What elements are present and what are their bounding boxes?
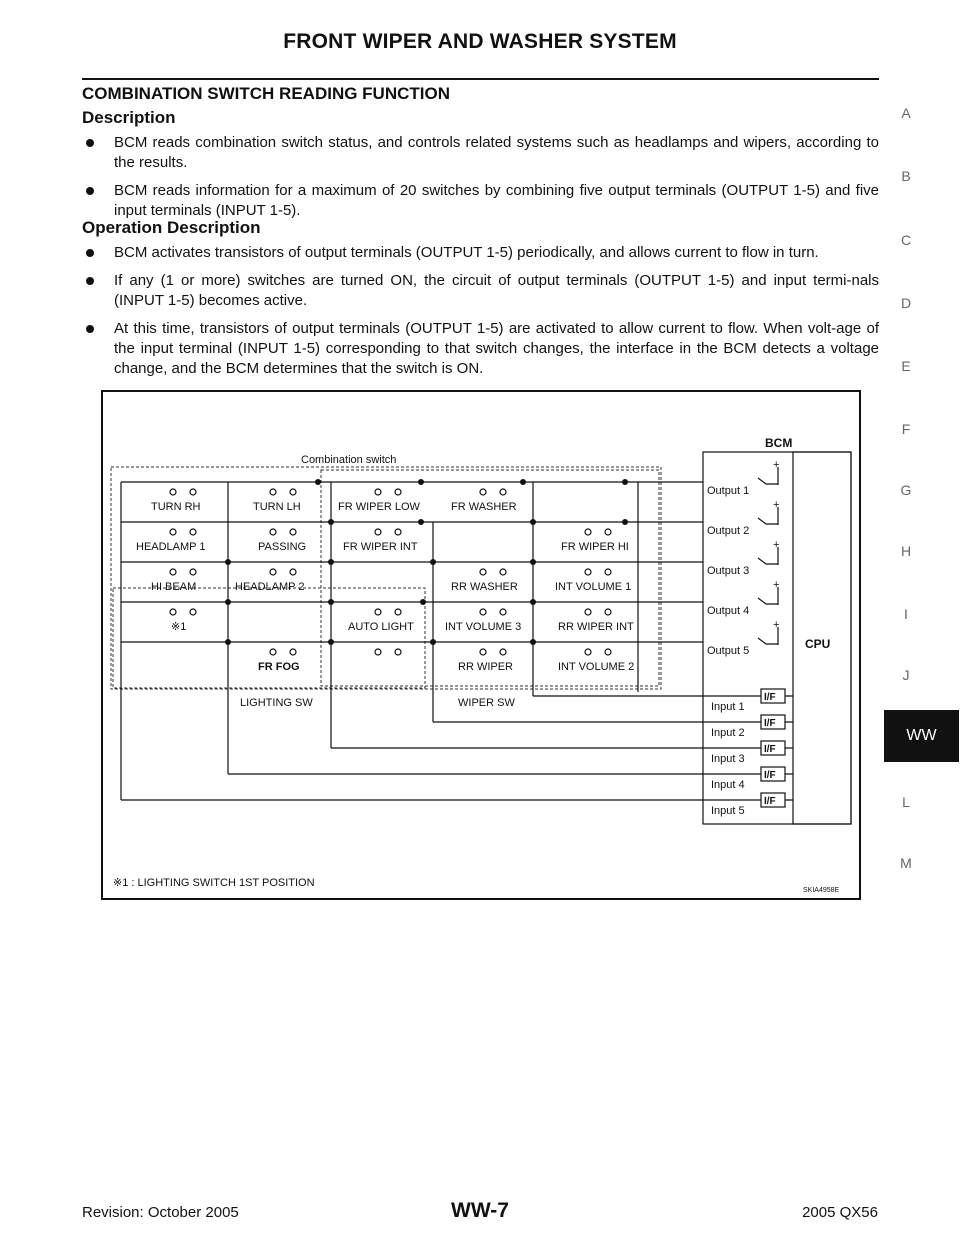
bullet-icon [86, 325, 94, 333]
switch-int-volume-3: INT VOLUME 3 [445, 621, 522, 633]
list-item: If any (1 or more) switches are turned ON, the circuit of output terminals (OUTPUT 1-5) and input termi-nals (INPUT 1-5) becomes active. [82, 271, 879, 311]
switch-hi-beam: HI BEAM [151, 581, 197, 593]
switch-fr-wiper-hi: FR WIPER HI [561, 541, 629, 553]
side-index-letter[interactable]: C [900, 232, 912, 248]
list-item: BCM reads combination switch status, and controls related systems such as headlamps and wipers, according to the results. [82, 133, 879, 173]
plus-sign: + [773, 579, 780, 591]
list-item: At this time, transistors of output terminals (OUTPUT 1-5) are activated to allow current to flow. When volt-age of the input terminal (INPUT 1-5) corresponding to that switch changes, the interface in the BCM detects a voltage change, and the BCM determines that the switch is ON. [82, 319, 879, 379]
page-number: WW-7 [451, 1199, 509, 1222]
bcm-label: BCM [765, 436, 793, 450]
switch-headlamp-1: HEADLAMP 1 [136, 541, 206, 553]
side-index-letter[interactable]: I [904, 606, 908, 622]
figure-code: SKIA4958E [803, 887, 840, 894]
description-heading: Description [82, 108, 176, 127]
operation-list [82, 243, 879, 387]
switch-turn-lh: TURN LH [253, 501, 301, 513]
if-label: I/F [764, 718, 776, 729]
side-index-letter[interactable]: D [900, 295, 912, 311]
list-item: BCM reads information for a maximum of 20 switches by combining five output terminals (OUTPUT 1-5) and five input terminals (INPUT 1-5). [82, 181, 879, 221]
switch-fr-fog: FR FOG [258, 661, 300, 673]
lighting-sw-label: LIGHTING SW [240, 697, 313, 709]
switch-headlamp-2: HEADLAMP 2 [235, 581, 305, 593]
page-title: FRONT WIPER AND WASHER SYSTEM [283, 30, 677, 53]
switch-fr-wiper-low: FR WIPER LOW [338, 501, 420, 513]
combination-switch-label: Combination switch [301, 454, 397, 466]
title-rule [82, 78, 879, 80]
plus-sign: + [773, 499, 780, 511]
input-label: Input 2 [711, 727, 745, 739]
switch-rr-wiper: RR WIPER [458, 661, 513, 673]
side-index-letter[interactable]: M [900, 855, 912, 871]
side-index-letter[interactable]: B [901, 168, 911, 184]
input-label: Input 1 [711, 701, 745, 713]
output-label: Output 5 [707, 645, 750, 657]
output-label: Output 4 [707, 605, 750, 617]
side-index-letter[interactable]: E [901, 358, 911, 374]
output-label: Output 2 [707, 525, 750, 537]
side-index-letter[interactable]: A [901, 105, 911, 121]
switch-int-volume-2: INT VOLUME 2 [558, 661, 635, 673]
revision-text: Revision: October 2005 [82, 1204, 239, 1221]
plus-sign: + [773, 459, 780, 471]
side-index-letter[interactable]: H [900, 543, 912, 559]
output-label: Output 3 [707, 565, 750, 577]
bullet-icon [86, 277, 94, 285]
side-index-active-tab[interactable]: WW [884, 710, 959, 762]
footnote: ※1 : LIGHTING SWITCH 1ST POSITION [113, 877, 315, 889]
side-index-letter[interactable]: G [900, 482, 912, 498]
switch-fr-wiper-int: FR WIPER INT [343, 541, 418, 553]
bullet-icon [86, 249, 94, 257]
combination-switch-diagram [101, 390, 861, 900]
section-title: COMBINATION SWITCH READING FUNCTION [82, 84, 450, 103]
switch-passing: PASSING [258, 541, 307, 553]
side-index-letter[interactable]: L [902, 794, 910, 810]
description-list [82, 133, 879, 229]
operation-heading: Operation Description [82, 218, 261, 237]
if-label: I/F [764, 770, 776, 781]
output-label: Output 1 [707, 485, 750, 497]
if-label: I/F [764, 692, 776, 703]
model-text: 2005 QX56 [802, 1204, 878, 1221]
wiper-sw-label: WIPER SW [458, 697, 515, 709]
switch-int-volume-1: INT VOLUME 1 [555, 581, 632, 593]
side-index-letter[interactable]: F [901, 421, 911, 437]
if-label: I/F [764, 744, 776, 755]
switch-rr-wiper-int: RR WIPER INT [558, 621, 634, 633]
cpu-label: CPU [805, 637, 831, 651]
switch-rr-washer: RR WASHER [451, 581, 518, 593]
input-label: Input 4 [711, 779, 745, 791]
side-index-letter[interactable]: J [902, 667, 910, 683]
plus-sign: + [773, 539, 780, 551]
switch-auto-light: AUTO LIGHT [348, 621, 414, 633]
plus-sign: + [773, 619, 780, 631]
input-label: Input 5 [711, 805, 745, 817]
bullet-icon [86, 187, 94, 195]
switch-fr-washer: FR WASHER [451, 501, 517, 513]
if-label: I/F [764, 796, 776, 807]
switch-note-mark: ※1 [171, 621, 187, 633]
bullet-icon [86, 139, 94, 147]
input-label: Input 3 [711, 753, 745, 765]
switch-turn-rh: TURN RH [151, 501, 201, 513]
list-item: BCM activates transistors of output terminals (OUTPUT 1-5) periodically, and allows current to flow in turn. [82, 243, 879, 263]
